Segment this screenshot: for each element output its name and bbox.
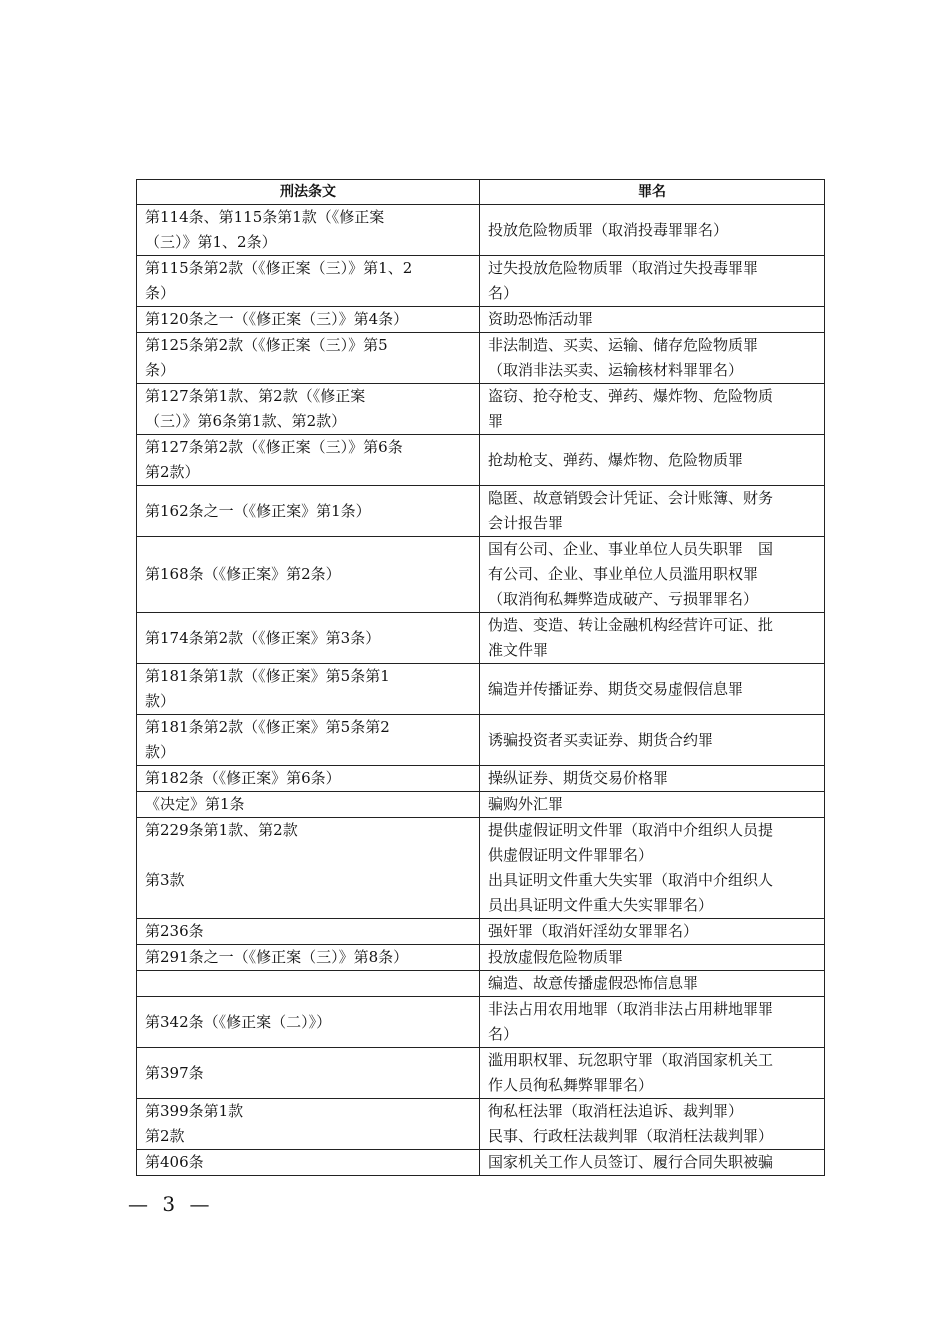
crime-cell xyxy=(480,945,825,971)
table-row xyxy=(137,256,825,307)
table-row xyxy=(137,333,825,384)
article-cell-line: 第236条 xyxy=(145,922,204,940)
article-cell-line: 第397条 xyxy=(145,1063,204,1082)
table-row xyxy=(137,792,825,818)
article-cell-line: 第2款） xyxy=(145,463,200,481)
crime-cell xyxy=(480,486,825,537)
crime-cell xyxy=(480,613,825,664)
article-cell-line: 第127条第1款、第2款（《修正案 xyxy=(145,387,366,405)
article-cell-line: 条） xyxy=(145,361,176,379)
crime-cell-line: 徇私枉法罪（取消枉法追诉、裁判罪） xyxy=(488,1102,744,1120)
crime-cell-line: 出具证明文件重大失实罪（取消中介组织人 xyxy=(488,871,774,889)
crime-cell xyxy=(480,307,825,333)
article-cell-line: 第181条第2款（《修正案》第5条第2 xyxy=(145,718,390,736)
article-cell-line: 第182条（《修正案》第6条） xyxy=(145,769,341,787)
crime-cell-line: 投放危险物质罪（取消投毒罪罪名） xyxy=(488,220,729,239)
article-cell xyxy=(137,435,480,486)
crime-cell-line: 非法制造、买卖、运输、储存危险物质罪 xyxy=(488,336,759,354)
table-row xyxy=(137,307,825,333)
crime-cell-line: 员出具证明文件重大失实罪罪名） xyxy=(488,896,714,914)
crime-cell xyxy=(480,256,825,307)
article-cell xyxy=(137,997,480,1048)
article-cell xyxy=(137,945,480,971)
crime-cell-line: 滥用职权罪、玩忽职守罪（取消国家机关工 xyxy=(488,1051,774,1069)
table-row xyxy=(137,945,825,971)
table-row xyxy=(137,766,825,792)
article-cell-line: 第174条第2款（《修正案》第3条） xyxy=(145,628,381,647)
crime-cell xyxy=(480,1048,825,1099)
table-row xyxy=(137,1048,825,1099)
article-cell-line: 第127条第2款（《修正案（三）》第6条 xyxy=(145,438,403,456)
article-cell xyxy=(137,792,480,818)
article-cell xyxy=(137,256,480,307)
article-cell-line: 第162条之一（《修正案》第1条） xyxy=(145,501,371,520)
crime-cell-line: （取消非法买卖、运输核材料罪罪名） xyxy=(488,361,744,379)
table-row xyxy=(137,997,825,1048)
article-cell xyxy=(137,537,480,613)
article-cell xyxy=(137,919,480,945)
article-cell-line: 第342条（《修正案（二）》） xyxy=(145,1012,332,1031)
crime-cell-line: 罪 xyxy=(488,412,504,430)
crime-cell xyxy=(480,919,825,945)
crime-cell xyxy=(480,205,825,256)
article-cell xyxy=(137,1150,480,1176)
crime-table xyxy=(136,179,825,1176)
crime-cell-line: 骗购外汇罪 xyxy=(488,795,564,813)
article-cell-line: （三）》第1、2条） xyxy=(145,233,277,251)
crime-cell-line: 国有公司、企业、事业单位人员失职罪 国 xyxy=(488,540,774,558)
table-row xyxy=(137,971,825,997)
table-row xyxy=(137,919,825,945)
crime-cell xyxy=(480,818,825,919)
crime-cell-line: 提供虚假证明文件罪（取消中介组织人员提 xyxy=(488,821,774,839)
table-row xyxy=(137,486,825,537)
crime-cell-line: 会计报告罪 xyxy=(488,514,564,532)
crime-cell-line: 作人员徇私舞弊罪罪名） xyxy=(488,1076,654,1094)
article-cell-line: 第120条之一（《修正案（三）》第4条） xyxy=(145,310,409,328)
article-cell-line: 第229条第1款、第2款 xyxy=(145,821,298,839)
article-cell-line: 第125条第2款（《修正案（三）》第5 xyxy=(145,336,388,354)
crime-cell-line: 国家机关工作人员签订、履行合同失职被骗 xyxy=(488,1153,774,1171)
table-row xyxy=(137,384,825,435)
crime-cell-line: 编造并传播证券、期货交易虚假信息罪 xyxy=(488,679,744,698)
article-cell-line: 《决定》第1条 xyxy=(145,795,245,813)
crime-cell-line: 名） xyxy=(488,284,519,302)
crime-cell xyxy=(480,792,825,818)
header-article: 刑法条文 xyxy=(137,180,480,205)
article-cell-line: 第3款 xyxy=(145,871,185,889)
crime-cell-line: 诱骗投资者买卖证券、期货合约罪 xyxy=(488,730,714,749)
article-cell-line: （三）》第6条第1款、第2款） xyxy=(145,412,347,430)
article-cell-line: 款） xyxy=(145,743,176,761)
crime-cell-line: 准文件罪 xyxy=(488,641,549,659)
table-row xyxy=(137,205,825,256)
article-cell-line xyxy=(145,843,471,868)
article-cell-line: 第115条第2款（《修正案（三）》第1、2 xyxy=(145,259,413,277)
crime-cell xyxy=(480,537,825,613)
crime-cell-line: （取消徇私舞弊造成破产、亏损罪罪名） xyxy=(488,590,759,608)
crime-cell-line: 操纵证券、期货交易价格罪 xyxy=(488,769,669,787)
crime-cell xyxy=(480,1150,825,1176)
table-header-row xyxy=(137,180,825,205)
article-cell-line: 条） xyxy=(145,284,176,302)
article-cell xyxy=(137,384,480,435)
crime-cell xyxy=(480,435,825,486)
page-number: — 3 — xyxy=(128,1192,214,1216)
crime-cell-line: 盗窃、抢夺枪支、弹药、爆炸物、危险物质 xyxy=(488,387,774,405)
crime-cell-line: 投放虚假危险物质罪 xyxy=(488,948,624,966)
article-cell xyxy=(137,766,480,792)
article-cell-line xyxy=(145,971,471,996)
article-cell-line: 第181条第1款（《修正案》第5条第1 xyxy=(145,667,390,685)
crime-cell-line: 过失投放危险物质罪（取消过失投毒罪罪 xyxy=(488,259,759,277)
crime-cell-line: 供虚假证明文件罪罪名） xyxy=(488,846,654,864)
crime-cell xyxy=(480,997,825,1048)
crime-cell-line: 编造、故意传播虚假恐怖信息罪 xyxy=(488,974,699,992)
article-cell xyxy=(137,1048,480,1099)
table-row xyxy=(137,818,825,919)
table-row xyxy=(137,435,825,486)
crime-cell xyxy=(480,971,825,997)
article-cell xyxy=(137,307,480,333)
crime-cell xyxy=(480,766,825,792)
article-cell-line: 第168条（《修正案》第2条） xyxy=(145,565,341,583)
crime-cell-line: 强奸罪（取消奸淫幼女罪罪名） xyxy=(488,922,699,940)
article-cell xyxy=(137,715,480,766)
header-crime: 罪名 xyxy=(480,180,825,205)
article-cell-line xyxy=(145,893,471,918)
crime-cell-line: 名） xyxy=(488,1025,519,1043)
crime-cell xyxy=(480,333,825,384)
article-cell-line: 第114条、第115条第1款（《修正案 xyxy=(145,208,385,226)
crime-cell xyxy=(480,715,825,766)
table-row xyxy=(137,664,825,715)
crime-cell-line: 伪造、变造、转让金融机构经营许可证、批 xyxy=(488,616,774,634)
crime-cell-line: 隐匿、故意销毁会计凭证、会计账簿、财务 xyxy=(488,489,774,507)
crime-cell-line: 民事、行政枉法裁判罪（取消枉法裁判罪） xyxy=(488,1127,774,1145)
crime-cell-line: 抢劫枪支、弹药、爆炸物、危险物质罪 xyxy=(488,450,744,469)
article-cell-line: 第406条 xyxy=(145,1153,204,1171)
article-cell xyxy=(137,818,480,919)
crime-cell xyxy=(480,1099,825,1150)
crime-cell xyxy=(480,664,825,715)
table-row xyxy=(137,613,825,664)
table-body xyxy=(137,205,825,1176)
table-row xyxy=(137,1150,825,1176)
crime-cell xyxy=(480,384,825,435)
crime-cell-line: 资助恐怖活动罪 xyxy=(488,310,594,328)
article-cell xyxy=(137,971,480,997)
crime-cell-line: 有公司、企业、事业单位人员滥用职权罪 xyxy=(488,565,759,583)
article-cell-line: 第2款 xyxy=(145,1127,185,1145)
article-cell-line: 第399条第1款 xyxy=(145,1102,244,1120)
article-cell xyxy=(137,664,480,715)
article-cell xyxy=(137,205,480,256)
table-row xyxy=(137,537,825,613)
article-cell xyxy=(137,1099,480,1150)
article-cell-line: 款） xyxy=(145,692,176,710)
table-row xyxy=(137,1099,825,1150)
article-cell xyxy=(137,486,480,537)
crime-cell-line: 非法占用农用地罪（取消非法占用耕地罪罪 xyxy=(488,1000,774,1018)
article-cell-line: 第291条之一（《修正案（三）》第8条） xyxy=(145,948,409,966)
article-cell xyxy=(137,333,480,384)
table-row xyxy=(137,715,825,766)
article-cell xyxy=(137,613,480,664)
